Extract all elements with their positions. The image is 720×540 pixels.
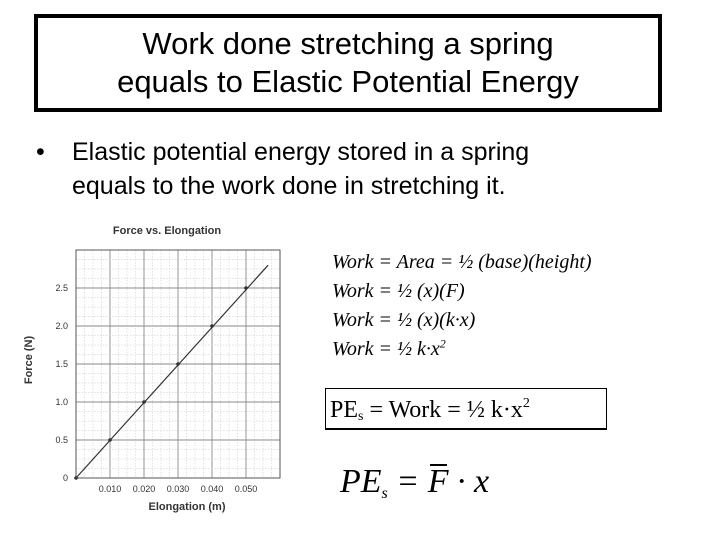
y-tick-label: 1.0	[55, 397, 68, 407]
data-point	[176, 362, 180, 366]
formula-line-4-main: Work = ½ k·x	[332, 338, 440, 360]
data-point	[74, 476, 78, 480]
x-tick-label: 0.050	[234, 484, 258, 494]
trend-line	[76, 265, 268, 478]
x-tick-label: 0.030	[166, 484, 190, 494]
formula-line-4-exponent: 2	[439, 336, 446, 351]
pe-eq-average-force: F	[427, 463, 449, 500]
data-point	[142, 400, 146, 404]
pe-box-exponent: 2	[522, 396, 530, 411]
pe-average-force-equation	[340, 462, 489, 502]
x-tick-label: 0.010	[98, 484, 122, 494]
chart-y-label: Force (N)	[23, 335, 35, 385]
bullet-icon: •	[36, 138, 45, 166]
data-point	[244, 286, 248, 290]
x-tick-label: 0.040	[200, 484, 224, 494]
bullet-line-2: equals to the work done in stretching it.	[72, 172, 506, 200]
data-point	[210, 324, 214, 328]
force-elongation-chart	[0, 212, 290, 522]
pe-eq-pe: PE	[340, 463, 382, 500]
chart-title: Force vs. Elongation	[112, 225, 222, 237]
work-formulas	[332, 248, 592, 364]
slide-title-line-1: Work done stretching a spring	[142, 26, 554, 61]
y-tick-label: 1.5	[55, 359, 68, 369]
formula-line-1: Work = Area = ½ (base)(height)	[332, 251, 592, 273]
bullet-line-1: Elastic potential energy stored in a spring	[72, 138, 530, 166]
y-tick-label: 2.0	[55, 321, 68, 331]
pe-eq-equals: =	[387, 463, 428, 500]
pe-box-middle: = Work = ½ k·x	[363, 397, 523, 423]
x-tick-label: 0.020	[132, 484, 156, 494]
chart-x-label: Elongation (m)	[148, 501, 226, 513]
formula-line-3: Work = ½ (x)(k·x)	[332, 309, 476, 331]
data-point	[108, 438, 112, 442]
y-tick-label: 2.5	[55, 283, 68, 293]
pe-box-subscript: s	[358, 409, 364, 424]
origin-y-tick-label: 0	[62, 473, 68, 483]
pe-box-pe: PE	[330, 397, 359, 423]
slide-title-line-2: equals to Elastic Potential Energy	[117, 64, 579, 99]
pe-eq-rest: · x	[448, 463, 490, 500]
slide-title-box	[34, 14, 662, 112]
formula-line-2: Work = ½ (x)(F)	[332, 280, 465, 302]
y-tick-label: 0.5	[55, 435, 68, 445]
bullet-text	[72, 135, 712, 203]
pe-work-box	[325, 388, 607, 430]
pe-eq-subscript: s	[381, 485, 388, 502]
formula-line-4	[332, 335, 592, 364]
